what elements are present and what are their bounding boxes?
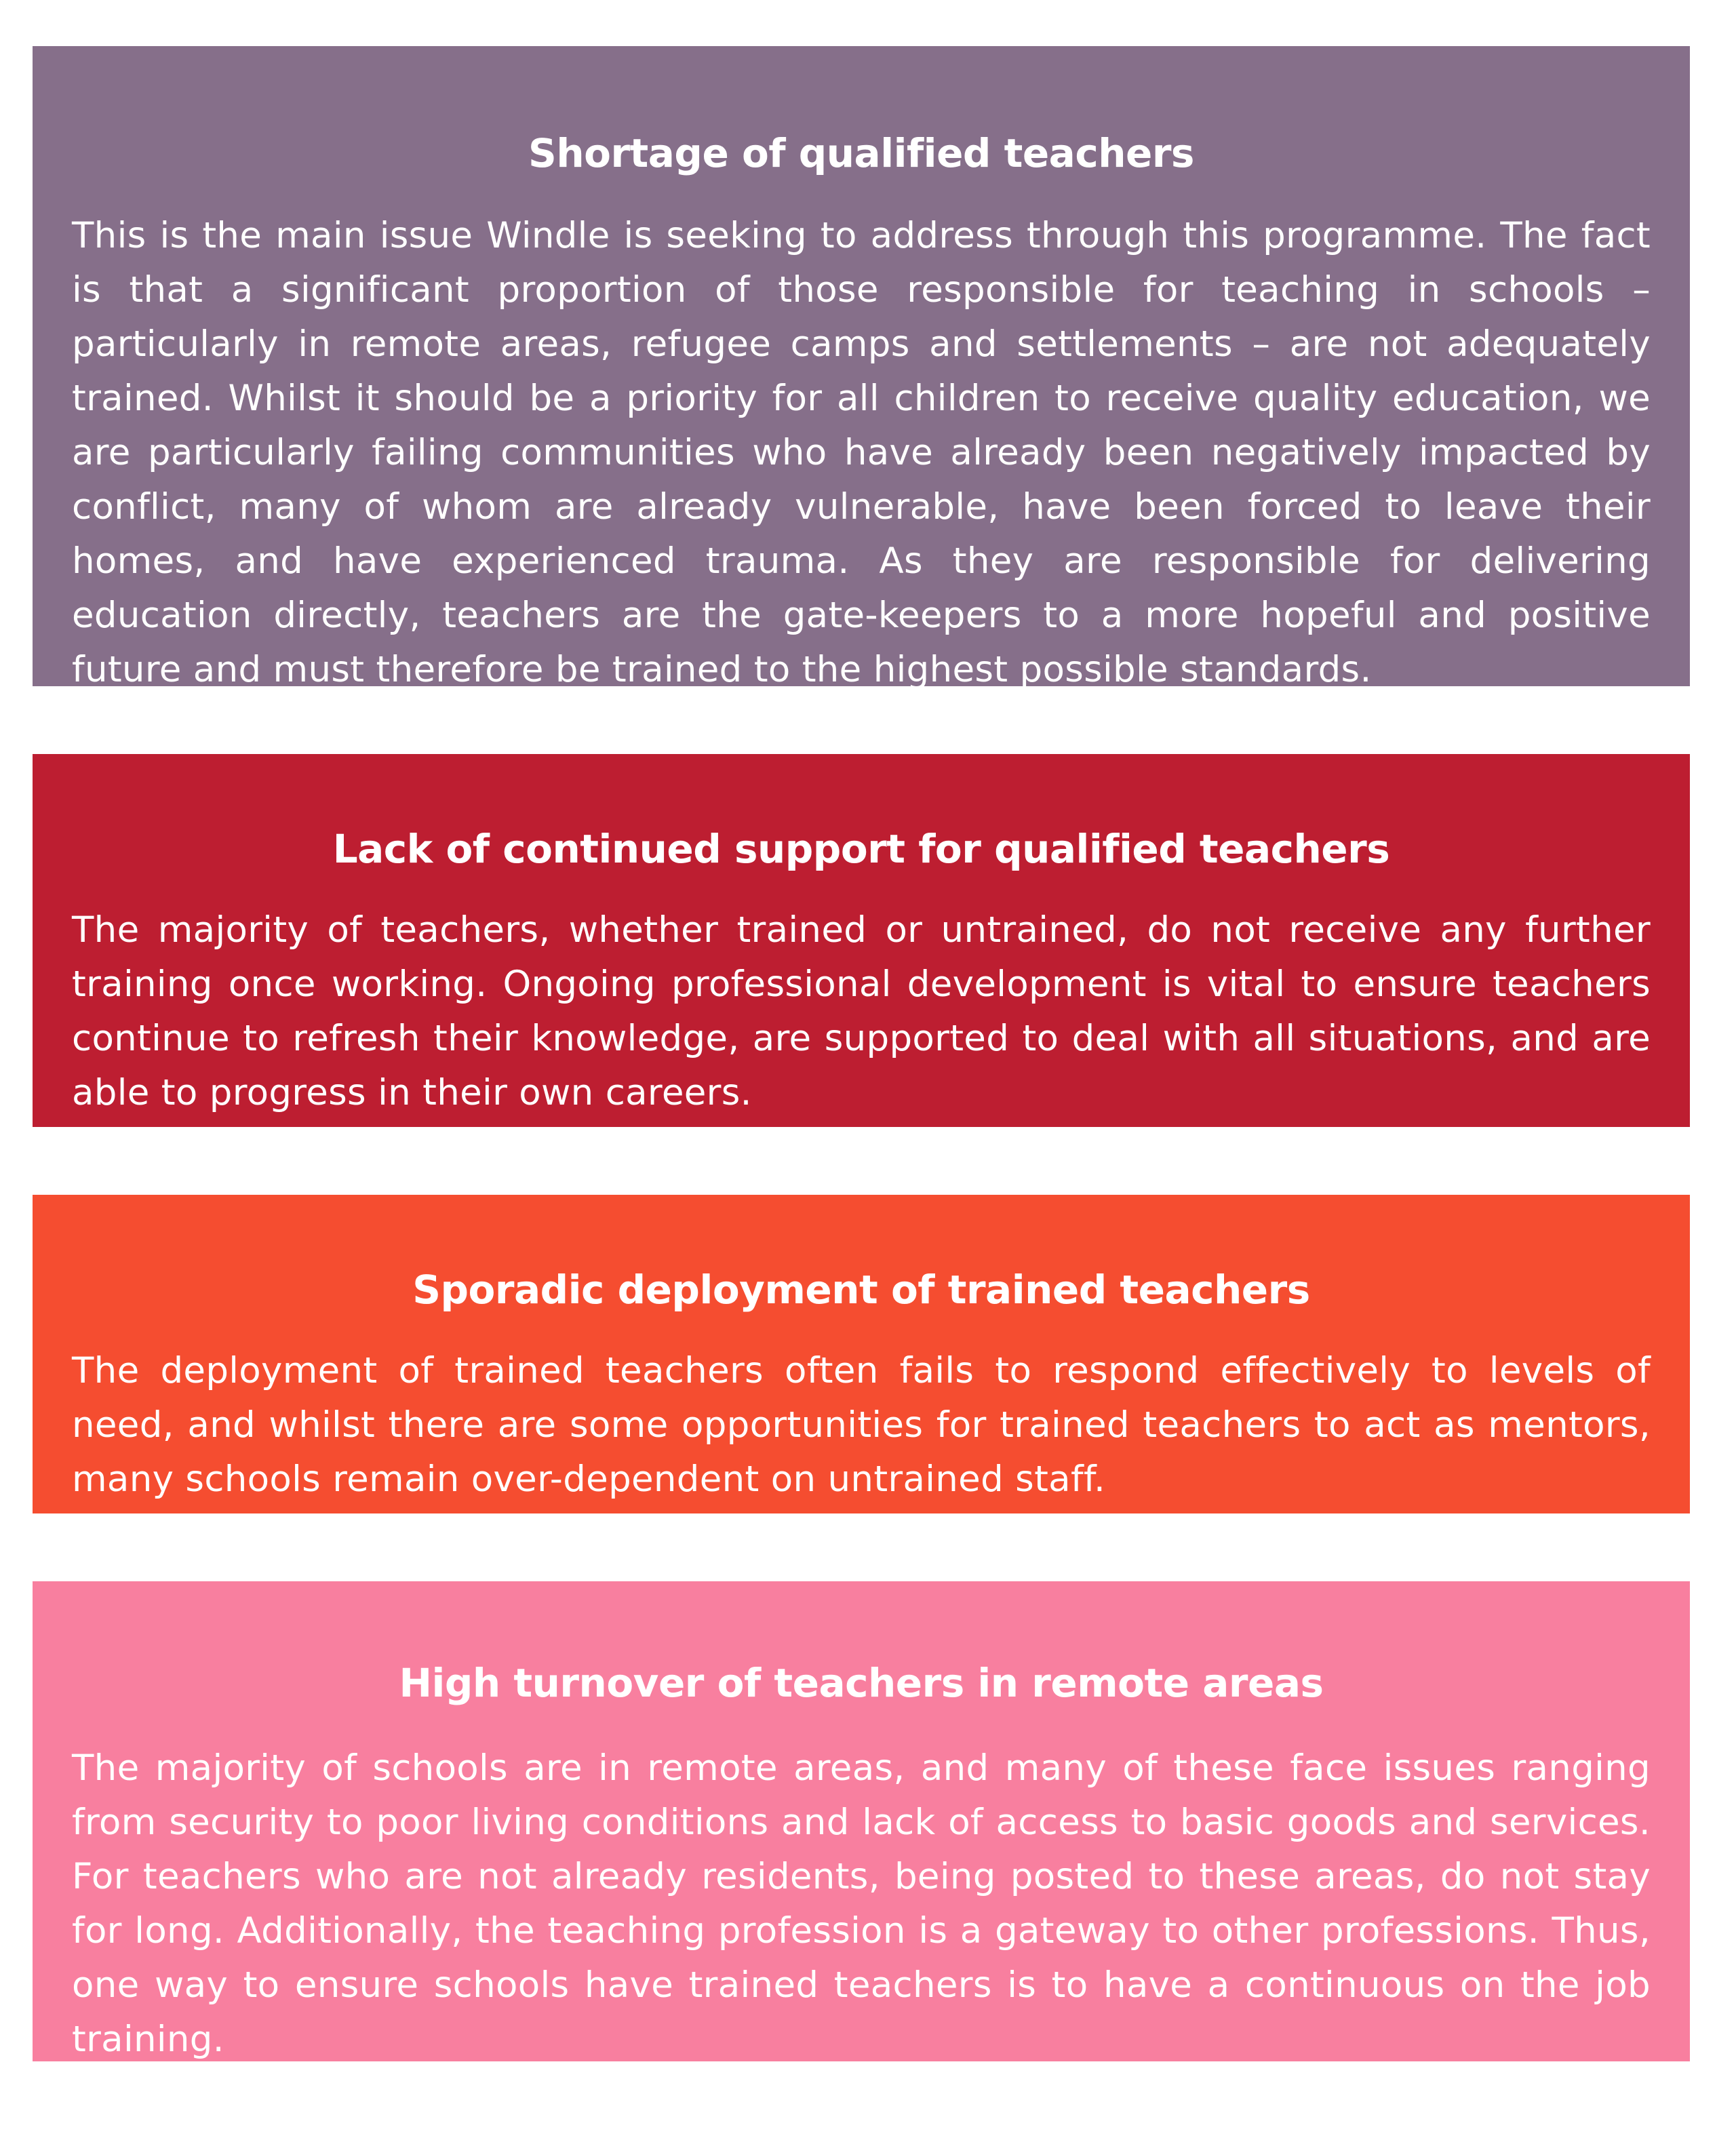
panel-sporadic-deployment [33,1195,1690,1513]
panel-title: Shortage of qualified teachers [528,130,1194,176]
panel-high-turnover [33,1581,1690,2061]
panel-body: This is the main issue Windle is seeking to address through this programme. The fact is that a significant proportion of those responsible for teaching in schools – particularly in remote areas, refugee camps and settlements – are not adequately trained. Whilst it should be a priority for all children to receive quality education, we are particularly failing communities who have already been negatively impacted by conflict, many of whom are already vulnerable, have been forced to leave their homes, and have experienced trauma. As they are responsible for delivering education directly, teachers are the gate-keepers to a more hopeful and positive future and must therefore be trained to the highest possible standards. [72,215,1651,690]
panel-body: The majority of schools are in remote areas, and many of these face issues ranging from security to poor living conditions and lack of access to basic goods and services. For teachers who are not already residents, being posted to these areas, do not stay for long. Additionally, the teaching profession is a gateway to other professions. Thus, one way to ensure schools have trained teachers is to have a continuous on the job training. [72,1747,1651,2060]
panel-body: The majority of teachers, whether trained or untrained, do not receive any further training once working. Ongoing professional development is vital to ensure teachers continue to refresh their knowledge, are supported to deal with all situations, and are able to progress in their own careers. [72,909,1651,1113]
panel-title: Sporadic deployment of trained teachers [412,1267,1310,1313]
panel-title: Lack of continued support for qualified teachers [332,826,1390,872]
panel-body: The deployment of trained teachers often fails to respond effectively to levels of need, and whilst there are some opportunities for trained teachers to act as mentors, many schools remain over-dependent on untrained staff. [72,1350,1651,1500]
panel-lack-of-continued-support [33,754,1690,1127]
panel-shortage-of-qualified-teachers [33,46,1690,690]
panel-title: High turnover of teachers in remote areas [399,1660,1324,1706]
